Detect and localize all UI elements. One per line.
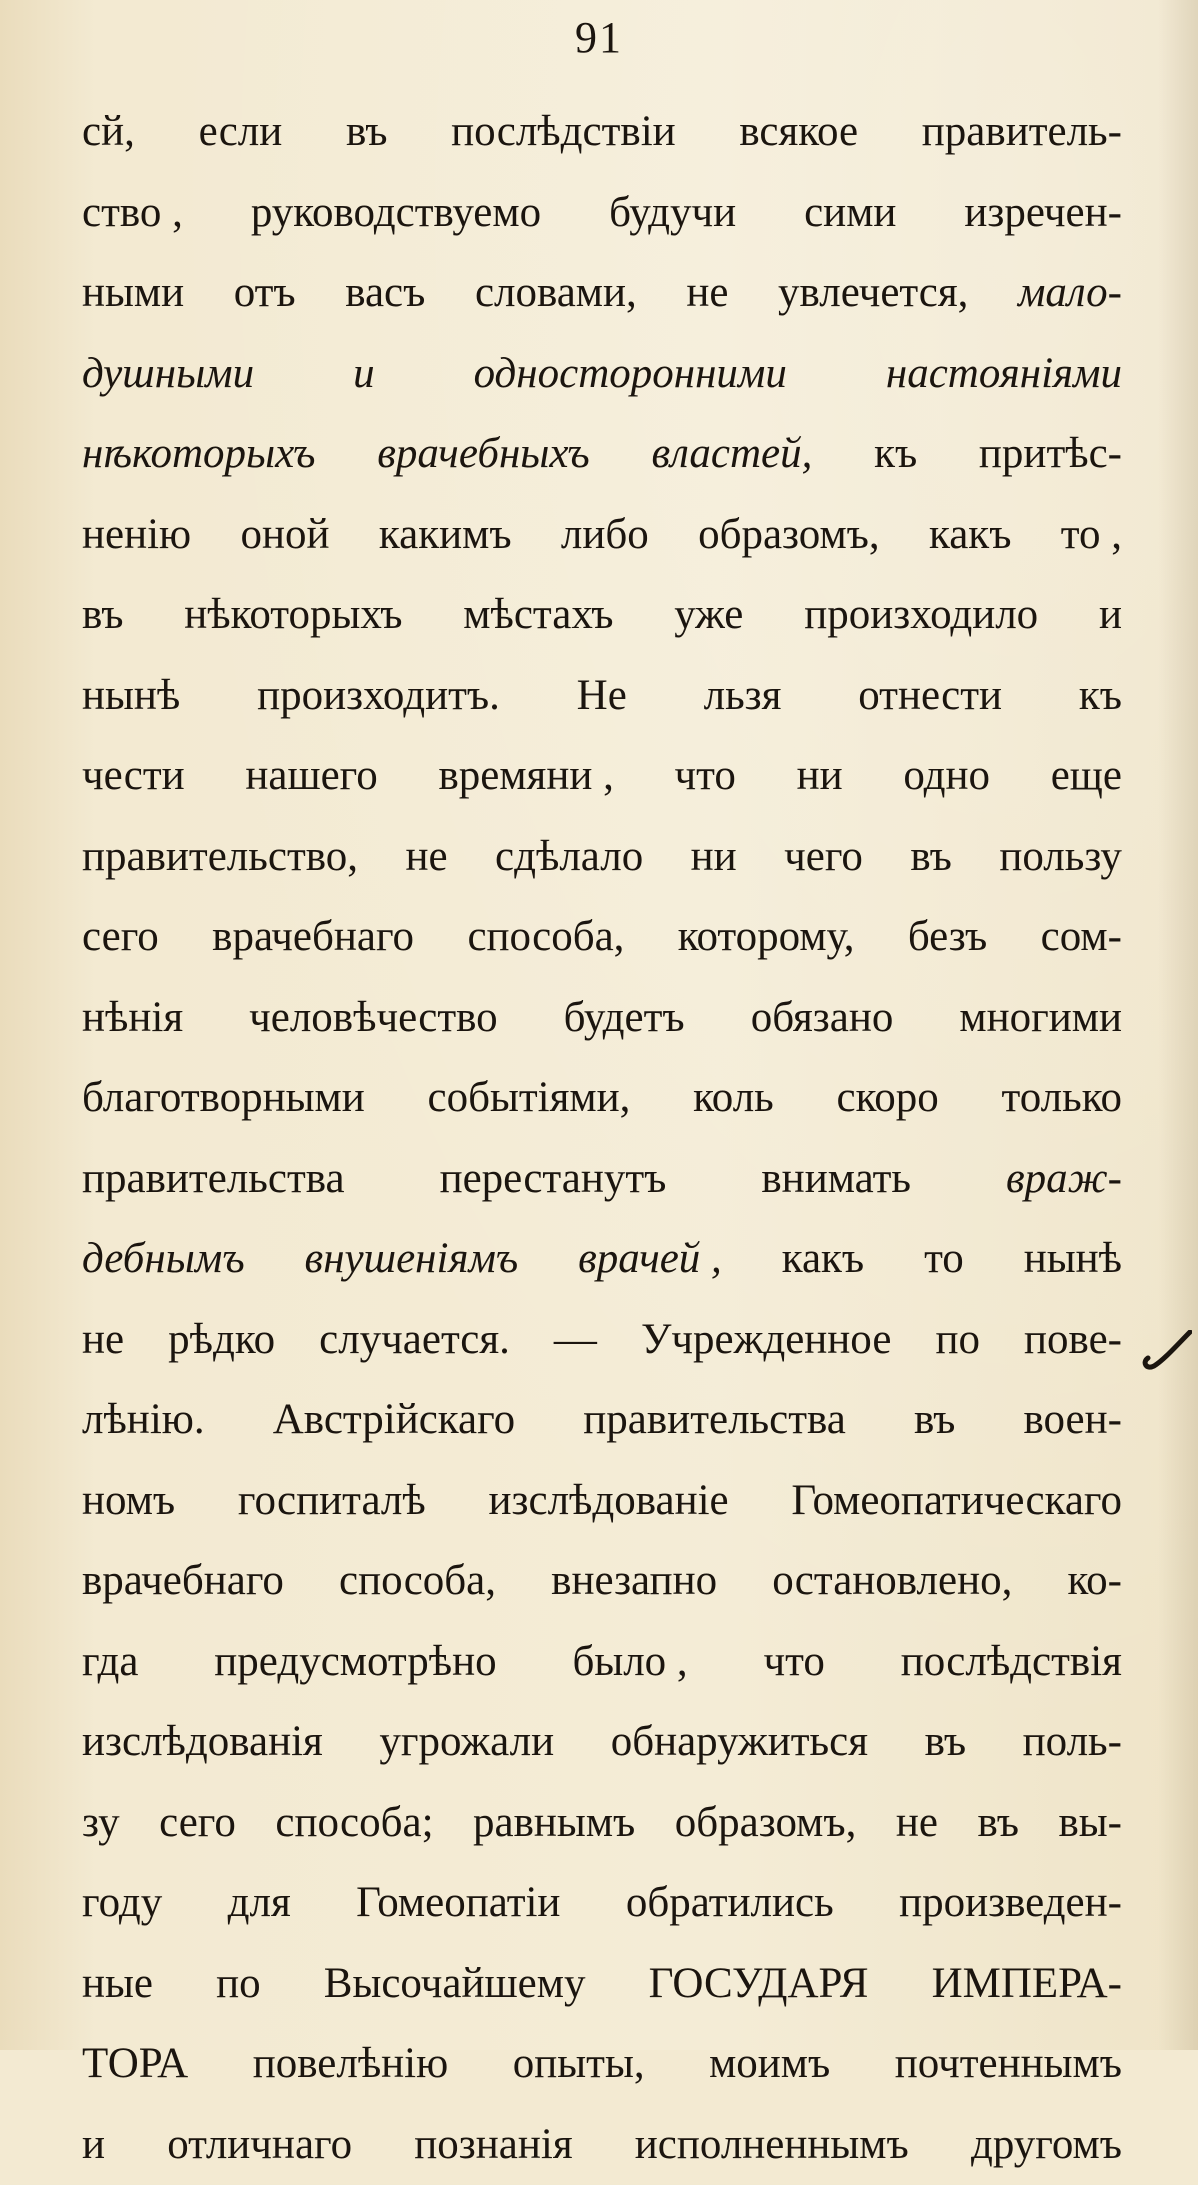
- word: увлечется,: [778, 253, 968, 334]
- word: къ: [1079, 656, 1122, 737]
- word: врачебныхъ: [377, 414, 590, 495]
- text-line: [82, 1622, 1122, 1703]
- word: въ: [914, 1380, 955, 1461]
- word: ненію: [82, 495, 191, 576]
- word: и: [1099, 575, 1122, 656]
- word: воен-: [1024, 1380, 1122, 1461]
- word: безъ: [908, 897, 987, 978]
- word: событіями,: [428, 1058, 631, 1139]
- word: гда: [82, 1622, 138, 1703]
- word: времяни ,: [438, 736, 613, 817]
- word: что: [675, 736, 736, 817]
- word: нѣнія: [82, 978, 183, 1059]
- word: по: [216, 1944, 261, 2025]
- word: послѣдствія: [901, 1622, 1122, 1703]
- word: Гомеопатіи: [356, 1863, 560, 1944]
- text-line: [82, 1541, 1122, 1622]
- word: въ: [82, 575, 123, 656]
- word: познанія: [414, 2105, 572, 2185]
- word: произведен-: [899, 1863, 1122, 1944]
- word: Австрійскаго: [273, 1380, 515, 1461]
- word: уже: [674, 575, 743, 656]
- word: враж-: [1006, 1139, 1122, 1220]
- margin-check-mark-icon: [1140, 1330, 1192, 1378]
- word: правительства: [583, 1380, 846, 1461]
- word: лѣнію.: [82, 1380, 205, 1461]
- word: только: [1002, 1058, 1122, 1139]
- word: произходило: [804, 575, 1038, 656]
- word: остановлено,: [772, 1541, 1012, 1622]
- text-line: [82, 495, 1122, 576]
- word: ИМПЕРА-: [932, 1944, 1122, 2025]
- word: многими: [959, 978, 1122, 1059]
- word: сего: [82, 897, 159, 978]
- word: васъ: [345, 253, 425, 334]
- word: исполненнымъ: [635, 2105, 909, 2185]
- text-line: [82, 1783, 1122, 1864]
- text-line: [82, 334, 1122, 415]
- word: дебнымъ: [82, 1219, 245, 1300]
- word: нашего: [245, 736, 377, 817]
- word: сдѣлало: [495, 817, 643, 898]
- word: нынѣ: [82, 656, 180, 737]
- word: будучи: [609, 173, 736, 254]
- word: которому,: [678, 897, 855, 978]
- word: сими: [804, 173, 896, 254]
- word: поль-: [1023, 1702, 1122, 1783]
- word: перестанутъ: [440, 1139, 667, 1220]
- word: словами,: [475, 253, 637, 334]
- word: изслѣдованіе: [488, 1461, 728, 1542]
- word: не: [686, 253, 728, 334]
- text-line: [82, 253, 1122, 334]
- word: опыты,: [513, 2024, 645, 2105]
- word: Учрежденное: [641, 1300, 891, 1381]
- word: къ: [874, 414, 917, 495]
- text-line: [82, 897, 1122, 978]
- text-line: [82, 2105, 1122, 2185]
- word: мало-: [1018, 253, 1122, 334]
- word: либо: [561, 495, 649, 576]
- text-line: [82, 414, 1122, 495]
- word: для: [228, 1863, 291, 1944]
- word: отличнаго: [167, 2105, 352, 2185]
- word: почтеннымъ: [895, 2024, 1122, 2105]
- word: ные: [82, 1944, 153, 2025]
- word: образомъ,: [675, 1783, 857, 1864]
- word: человѣчество: [249, 978, 498, 1059]
- word: врачебнаго: [82, 1541, 284, 1622]
- text-line: [82, 1219, 1122, 1300]
- word: способа,: [339, 1541, 496, 1622]
- word: ТОРА: [82, 2024, 188, 2105]
- word: благотворными: [82, 1058, 365, 1139]
- word: предусмотрѣно: [214, 1622, 496, 1703]
- word: по: [935, 1300, 980, 1381]
- word: и: [82, 2105, 105, 2185]
- word: что: [764, 1622, 825, 1703]
- text-line: [82, 1300, 1122, 1381]
- word: всякое: [739, 92, 858, 173]
- word: правительства: [82, 1139, 345, 1220]
- word: оной: [241, 495, 330, 576]
- word: пове-: [1024, 1300, 1122, 1381]
- text-line: [82, 575, 1122, 656]
- word: коль: [693, 1058, 774, 1139]
- word: пользу: [999, 817, 1122, 898]
- text-line: [82, 656, 1122, 737]
- word: госпиталѣ: [238, 1461, 426, 1542]
- word: односторонними: [474, 334, 787, 415]
- word: рѣдко: [168, 1300, 275, 1381]
- word: моимъ: [709, 2024, 830, 2105]
- word: способа,: [467, 897, 624, 978]
- word: не: [896, 1783, 938, 1864]
- word: сй,: [82, 92, 135, 173]
- word: врачей ,: [578, 1219, 722, 1300]
- word: душными: [82, 334, 254, 415]
- text-line: [82, 92, 1122, 173]
- word: какимъ: [379, 495, 512, 576]
- word: властей,: [651, 414, 812, 495]
- word: зу: [82, 1783, 120, 1864]
- word: произходитъ.: [257, 656, 500, 737]
- word: сего: [159, 1783, 236, 1864]
- text-line: [82, 978, 1122, 1059]
- word: скоро: [837, 1058, 939, 1139]
- word: не: [405, 817, 447, 898]
- word: образомъ,: [698, 495, 880, 576]
- word: будетъ: [564, 978, 685, 1059]
- word: нынѣ: [1024, 1219, 1122, 1300]
- text-line: [82, 1139, 1122, 1220]
- word: внимать: [761, 1139, 911, 1220]
- text-line: [82, 1702, 1122, 1783]
- word: правительство,: [82, 817, 358, 898]
- page-text: [82, 92, 1122, 2185]
- word: вы-: [1058, 1783, 1122, 1864]
- word: чести: [82, 736, 185, 817]
- word: то ,: [1061, 495, 1122, 576]
- word: ГОСУДАРЯ: [649, 1944, 869, 2025]
- word: руководствуемо: [251, 173, 541, 254]
- word: отъ: [234, 253, 296, 334]
- word: было ,: [572, 1622, 687, 1703]
- word: еще: [1051, 736, 1122, 817]
- word: изречен-: [964, 173, 1122, 254]
- word: одно: [903, 736, 990, 817]
- word: отнести: [858, 656, 1002, 737]
- text-line: [82, 1863, 1122, 1944]
- word: ни: [691, 817, 737, 898]
- word: угрожали: [379, 1702, 554, 1783]
- text-line: [82, 1380, 1122, 1461]
- text-line: [82, 1058, 1122, 1139]
- word: изслѣдованія: [82, 1702, 323, 1783]
- word: случается.: [319, 1300, 510, 1381]
- word: обратились: [626, 1863, 834, 1944]
- text-line: [82, 2024, 1122, 2105]
- page-edge-shadow: [1158, 0, 1198, 2050]
- word: сом-: [1041, 897, 1122, 978]
- word: льзя: [704, 656, 782, 737]
- word: врачебнаго: [212, 897, 414, 978]
- word: если: [199, 92, 283, 173]
- word: внезапно: [551, 1541, 717, 1622]
- word: внушеніямъ: [305, 1219, 519, 1300]
- word: мѣстахъ: [463, 575, 613, 656]
- word: ни: [797, 736, 843, 817]
- word: нѣкоторыхъ: [82, 414, 316, 495]
- word: ко-: [1067, 1541, 1122, 1622]
- word: другомъ: [971, 2105, 1122, 2185]
- word: ными: [82, 253, 184, 334]
- word: повелѣнію: [253, 2024, 449, 2105]
- word: Не: [577, 656, 627, 737]
- word: настояніями: [886, 334, 1122, 415]
- word: какъ: [782, 1219, 864, 1300]
- word: какъ: [929, 495, 1011, 576]
- page-number: 91: [0, 12, 1198, 63]
- word: году: [82, 1863, 162, 1944]
- text-line: [82, 173, 1122, 254]
- word: способа;: [275, 1783, 433, 1864]
- word: правитель-: [922, 92, 1122, 173]
- word: чего: [784, 817, 863, 898]
- word: Высочайшему: [324, 1944, 586, 2025]
- word: ство ,: [82, 173, 183, 254]
- word: —: [554, 1300, 597, 1381]
- word: Гомеопатическаго: [791, 1461, 1122, 1542]
- text-line: [82, 1461, 1122, 1542]
- word: то: [924, 1219, 964, 1300]
- word: обнаружиться: [611, 1702, 868, 1783]
- text-line: [82, 736, 1122, 817]
- text-line: [82, 1944, 1122, 2025]
- word: и: [353, 334, 375, 415]
- word: обязано: [751, 978, 894, 1059]
- word: въ: [925, 1702, 966, 1783]
- word: равнымъ: [473, 1783, 635, 1864]
- word: въ: [910, 817, 951, 898]
- word: въ: [977, 1783, 1018, 1864]
- word: послѣдствіи: [451, 92, 676, 173]
- word: не: [82, 1300, 124, 1381]
- word: въ: [346, 92, 387, 173]
- word: нѣкоторыхъ: [184, 575, 402, 656]
- word: притѣс-: [979, 414, 1122, 495]
- word: номъ: [82, 1461, 175, 1542]
- text-line: [82, 817, 1122, 898]
